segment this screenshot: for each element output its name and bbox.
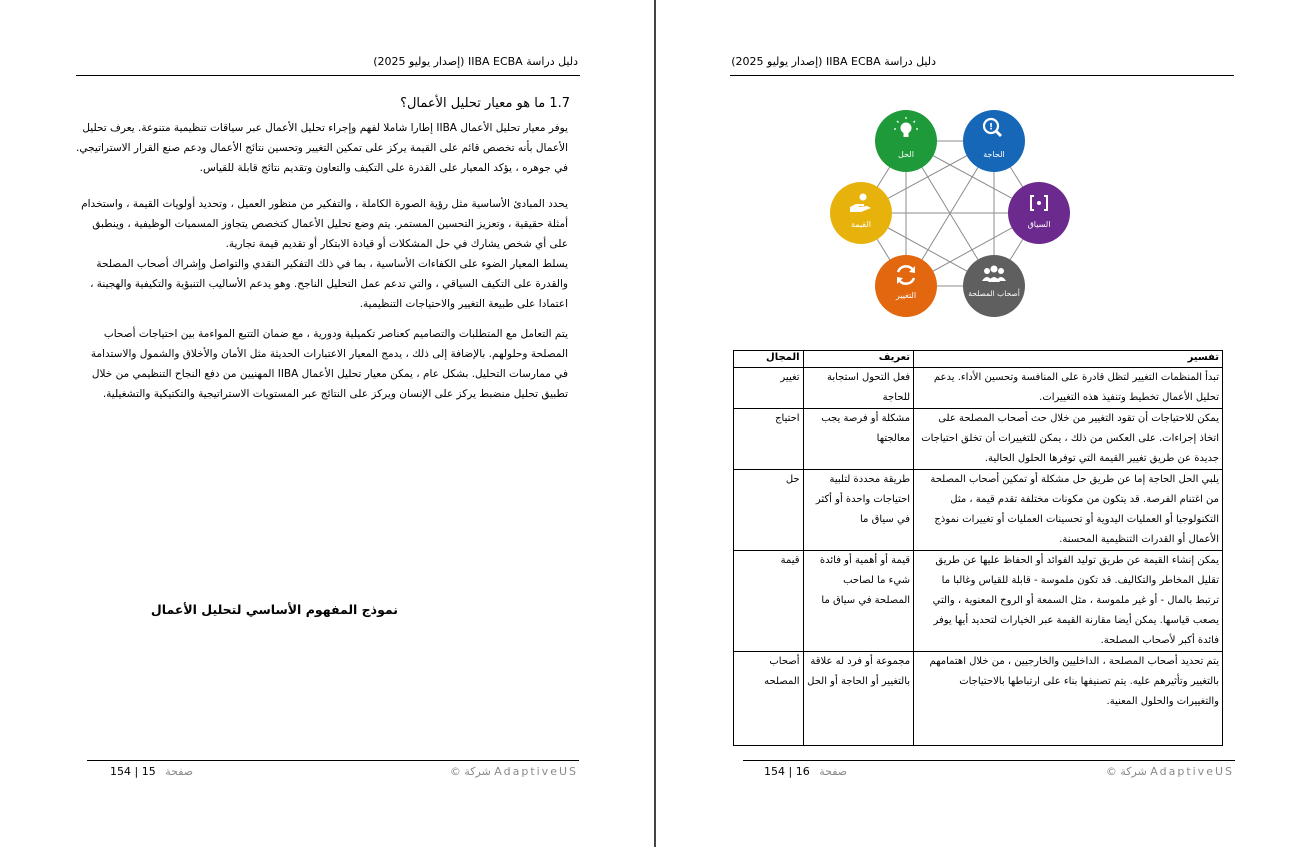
section-title: 1.7 ما هو معيار تحليل الأعمال؟ <box>400 96 570 111</box>
node-context-circle <box>1008 182 1070 244</box>
footer-page-label: صفحة <box>165 765 194 778</box>
node-solution-circle <box>875 110 937 172</box>
cell-explanation: يمكن إنشاء القيمة عن طريق توليد الفوائد أو الحفاظ عليها عن طريق تقليل المخاطر والتكاليف. قد تكون ملموسة - قابلة للقياس وغالبا ما ترتبط بالمال - أو غير ملموسة ، مثل السمعة أو الروح المعنوية ، والتي يصعب قياسها. يمكن أيضا مقارنة القيمة عبر الخيارات لتحديد أيها يوفر فائدة أكبر لأصحاب المصلحة. <box>914 551 1223 652</box>
header-explanation: تفسير <box>914 351 1223 368</box>
footer-rule <box>743 760 1235 761</box>
footer-page-label: صفحة <box>819 765 848 778</box>
page-header: دليل دراسة IIBA ECBA (إصدار يوليو 2025) <box>731 55 936 68</box>
table-row <box>734 470 1223 551</box>
cell-definition: طريقة محددة لتلبية احتياجات واحدة أو أكثر في سياق ما <box>803 470 913 551</box>
footer-rule <box>87 760 579 761</box>
cell-definition: مجموعة أو فرد له علاقة بالتغيير أو الحاجة أو الحل <box>803 652 913 746</box>
header-rule <box>76 75 580 76</box>
paragraph-2: يحدد المبادئ الأساسية مثل رؤية الصورة الكاملة ، والتفكير من منظور العميل ، وتحديد أولويات القيمة ، واستخدام أمثلة حقيقية ، وتعزيز التحسين المستمر. يتم وضع تحليل الأعمال كتخصص يتجاوز المسميات الوظيفية ، وينطبق على أي شخص يشارك في حل المشكلات أو قيادة الابتكار أو تقديم قيمة تجارية. <box>81 198 568 250</box>
node-stakeholders <box>963 255 1025 317</box>
footer-total: 154 <box>110 765 131 778</box>
cell-domain: حل <box>734 470 804 551</box>
cell-definition: مشكلة أو فرصة يجب معالجتها <box>803 409 913 470</box>
node-change <box>875 255 937 317</box>
cell-definition: فعل التحول استجابة للحاجة <box>803 368 913 409</box>
node-context <box>1008 182 1070 244</box>
node-context-label: السياق <box>1027 220 1051 229</box>
node-solution <box>875 110 937 172</box>
header-definition: تعريف <box>803 351 913 368</box>
cell-explanation: يمكن للاحتياجات أن تقود التغيير من خلال حث أصحاب المصلحة على اتخاذ إجراءات. على العكس من ذلك ، يمكن للتغييرات أن تخلق احتياجات جديدة عن طريق تغيير القيمة التي توفرها الحلول الحالية. <box>914 409 1223 470</box>
footer-current-page: 16 <box>795 765 810 778</box>
cell-domain: قيمة <box>734 551 804 652</box>
core-concepts-table <box>733 350 1223 746</box>
svg-text:!: ! <box>988 122 994 133</box>
header-domain: المجال <box>734 351 804 368</box>
cell-definition: قيمة أو أهمية أو فائدة شيء ما لصاحب المصلحة في سياق ما <box>803 551 913 652</box>
diagram-caption: نموذج المفهوم الأساسي لتحليل الأعمال <box>150 602 398 617</box>
cell-explanation: يلبي الحل الحاجة إما عن طريق حل مشكلة أو تمكين أصحاب المصلحة من اغتنام الفرصة. قد يتكون من مكونات مختلفة تقدم قيمة ، مثل التكنولوجيا أو العمليات اليدوية أو تحسينات العمليات أو تغييرات نموذج الأعمال أو القدرات التنظيمية المحسنة. <box>914 470 1223 551</box>
page-header: دليل دراسة IIBA ECBA (إصدار يوليو 2025) <box>373 55 578 68</box>
node-change-circle <box>875 255 937 317</box>
table-row <box>734 551 1223 652</box>
left-page <box>0 0 654 847</box>
table-header-row <box>734 351 1223 368</box>
cell-domain: تغيير <box>734 368 804 409</box>
node-need-label: الحاجة <box>983 150 1005 159</box>
footer-brand: © شركة AdaptiveUS <box>1105 765 1234 778</box>
cell-explanation: تبدأ المنظمات التغيير لتظل قادرة على المنافسة وتحسين الأداء. يدعم تحليل الأعمال تخطيط وتنفيذ هذه التغييرات. <box>914 368 1223 409</box>
node-need <box>963 110 1025 172</box>
footer-page-number: 154 | 15 صفحة <box>110 765 194 778</box>
cell-explanation: يتم تحديد أصحاب المصلحة ، الداخليين والخارجيين ، من خلال اهتمامهم بالتغيير وتأثيرهم عليه. يتم تصنيفها بناء على ارتباطها بالاحتياجات والتغييرات والحلول المعنية. <box>914 652 1223 746</box>
footer-page-number: 154 | 16 صفحة <box>764 765 848 778</box>
footer-brand: © شركة AdaptiveUS <box>449 765 578 778</box>
node-value <box>830 182 892 244</box>
table-row <box>734 652 1223 746</box>
node-stakeholders-label: أصحاب المصلحة <box>968 289 1020 298</box>
node-value-circle <box>830 182 892 244</box>
paragraph-3: يسلط المعيار الضوء على الكفاءات الأساسية ، بما في ذلك التفكير النقدي والتواصل وإشراك أصحاب المصلحة والقدرة على التكيف السياقي ، والتي تدعم عمل التحليل الناجح. وهو يدعم الأساليب التنبؤية والتكيفية والهجينة ، اعتمادا على طبيعة التغيير والاحتياجات التنظيمية. <box>90 258 568 310</box>
cell-domain: احتياج <box>734 409 804 470</box>
node-solution-label: الحل <box>898 150 914 159</box>
node-stakeholders-circle <box>963 255 1025 317</box>
cell-domain: أصحاب المصلحه <box>734 652 804 746</box>
paragraph-4: يتم التعامل مع المتطلبات والتصاميم كعناصر تكميلية ودورية ، مع ضمان التتبع المواءمة بين احتياجات أصحاب المصلحة وحلولهم. بالإضافة إلى ذلك ، يدمج المعيار الاعتبارات الحديثة مثل الأمان والأخلاق والشمول والاستدامة في ممارسات التحليل. بشكل عام ، يمكن معيار تحليل الأعمال IIBA المهنيين من دفع النجاح التنظيمي من خلال تطبيق تحليل منضبط يركز على الإنسان ويركز على النتائج عبر المستويات الاستراتيجية والتكتيكية والتشغيلية. <box>90 328 568 400</box>
table-row <box>734 368 1223 409</box>
table-row <box>734 409 1223 470</box>
right-page <box>656 0 1310 847</box>
footer-total: 154 <box>764 765 785 778</box>
node-change-label: التغيير <box>895 291 917 300</box>
footer-current-page: 15 <box>141 765 156 778</box>
node-value-label: القيمة <box>850 220 872 229</box>
paragraph-1: يوفر معيار تحليل الأعمال IIBA إطارا شاملا لفهم وإجراء تحليل الأعمال عبر سياقات تنظيمية متنوعة. يعرف تحليل الأعمال بأنه تخصص قائم على القيمة يركز على تمكين التغيير وتحسين نتائج الأعمال ودعم صنع القرار الاستراتيجي. في جوهره ، يؤكد المعيار على القدرة على التكيف والتعاون وتقديم نتائج قابلة للقياس. <box>76 122 568 174</box>
